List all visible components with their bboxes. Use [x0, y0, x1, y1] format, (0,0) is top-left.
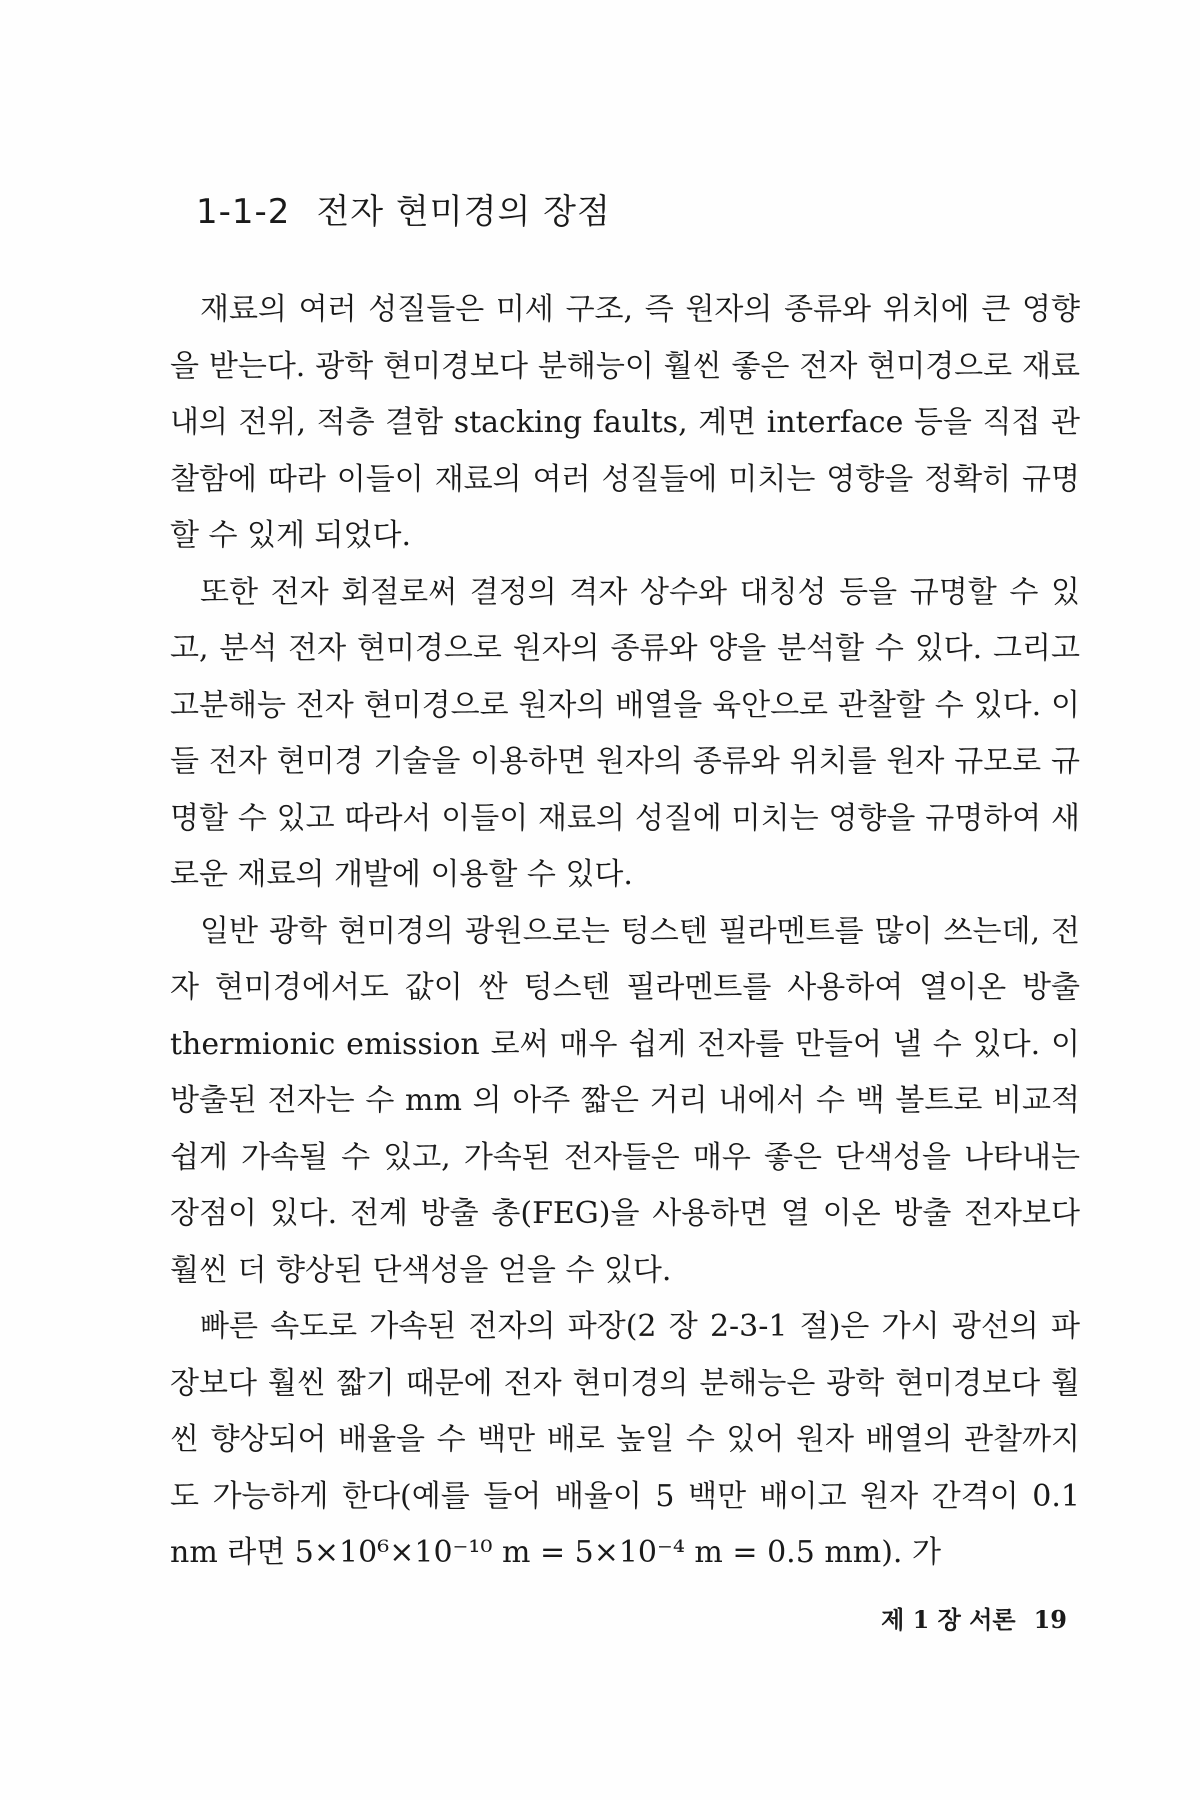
section-number: 1-1-2	[196, 192, 291, 232]
paragraph-2: 또한 전자 회절로써 결정의 격자 상수와 대칭성 등을 규명할 수 있고, 분석 전자 현미경으로 원자의 종류와 양을 분석할 수 있다. 그리고 고분해능 전자 현미경으로 원자의 배열을 육안으로 관찰할 수 있다. 이들 전자 현미경 기술을 이용하면 원자의 종류와 위치를 원자 규모로 규명할 수 있고 따라서 이들이 재료의 성질에 미치는 영향을 규명하여 새로운 재료의 개발에 이용할 수 있다.	[170, 574, 1080, 892]
chapter-label: 제 1 장 서론	[881, 1605, 1016, 1634]
paragraph-1: 재료의 여러 성질들은 미세 구조, 즉 원자의 종류와 위치에 큰 영향을 받는다. 광학 현미경보다 분해능이 훨씬 좋은 전자 현미경으로 재료 내의 전위, 적층 결함 stacking faults, 계면 interface 등을 직접 관찰함에 따라 이들이 재료의 여러 성질들에 미치는 영향을 정확히 규명할 수 있게 되었다.	[170, 292, 1080, 553]
section-title: 전자 현미경의 장점	[316, 192, 611, 232]
body-text	[170, 282, 1080, 1582]
page-footer	[881, 1600, 1067, 1635]
page-number: 19	[1033, 1605, 1067, 1634]
paragraph-3: 일반 광학 현미경의 광원으로는 텅스텐 필라멘트를 많이 쓰는데, 전자 현미경에서도 값이 싼 텅스텐 필라멘트를 사용하여 열이온 방출 thermionic emission 로써 매우 쉽게 전자를 만들어 낼 수 있다. 이 방출된 전자는 수 mm 의 아주 짧은 거리 내에서 수 백 볼트로 비교적 쉽게 가속될 수 있고, 가속된 전자들은 매우 좋은 단색성을 나타내는 장점이 있다. 전계 방출 총(FEG)을 사용하면 열 이온 방출 전자보다 훨씬 더 향상된 단색성을 얻을 수 있다.	[170, 913, 1080, 1288]
paragraph-4: 빠른 속도로 가속된 전자의 파장(2 장 2-3-1 절)은 가시 광선의 파장보다 훨씬 짧기 때문에 전자 현미경의 분해능은 광학 현미경보다 훨씬 향상되어 배율을 수 백만 배로 높일 수 있어 원자 배열의 관찰까지도 가능하게 한다(예를 들어 배율이 5 백만 배이고 원자 간격이 0.1 nm 라면 5×10⁶×10⁻¹⁰ m = 5×10⁻⁴ m = 0.5 mm). 가	[170, 1309, 1080, 1570]
section-heading	[196, 184, 611, 233]
